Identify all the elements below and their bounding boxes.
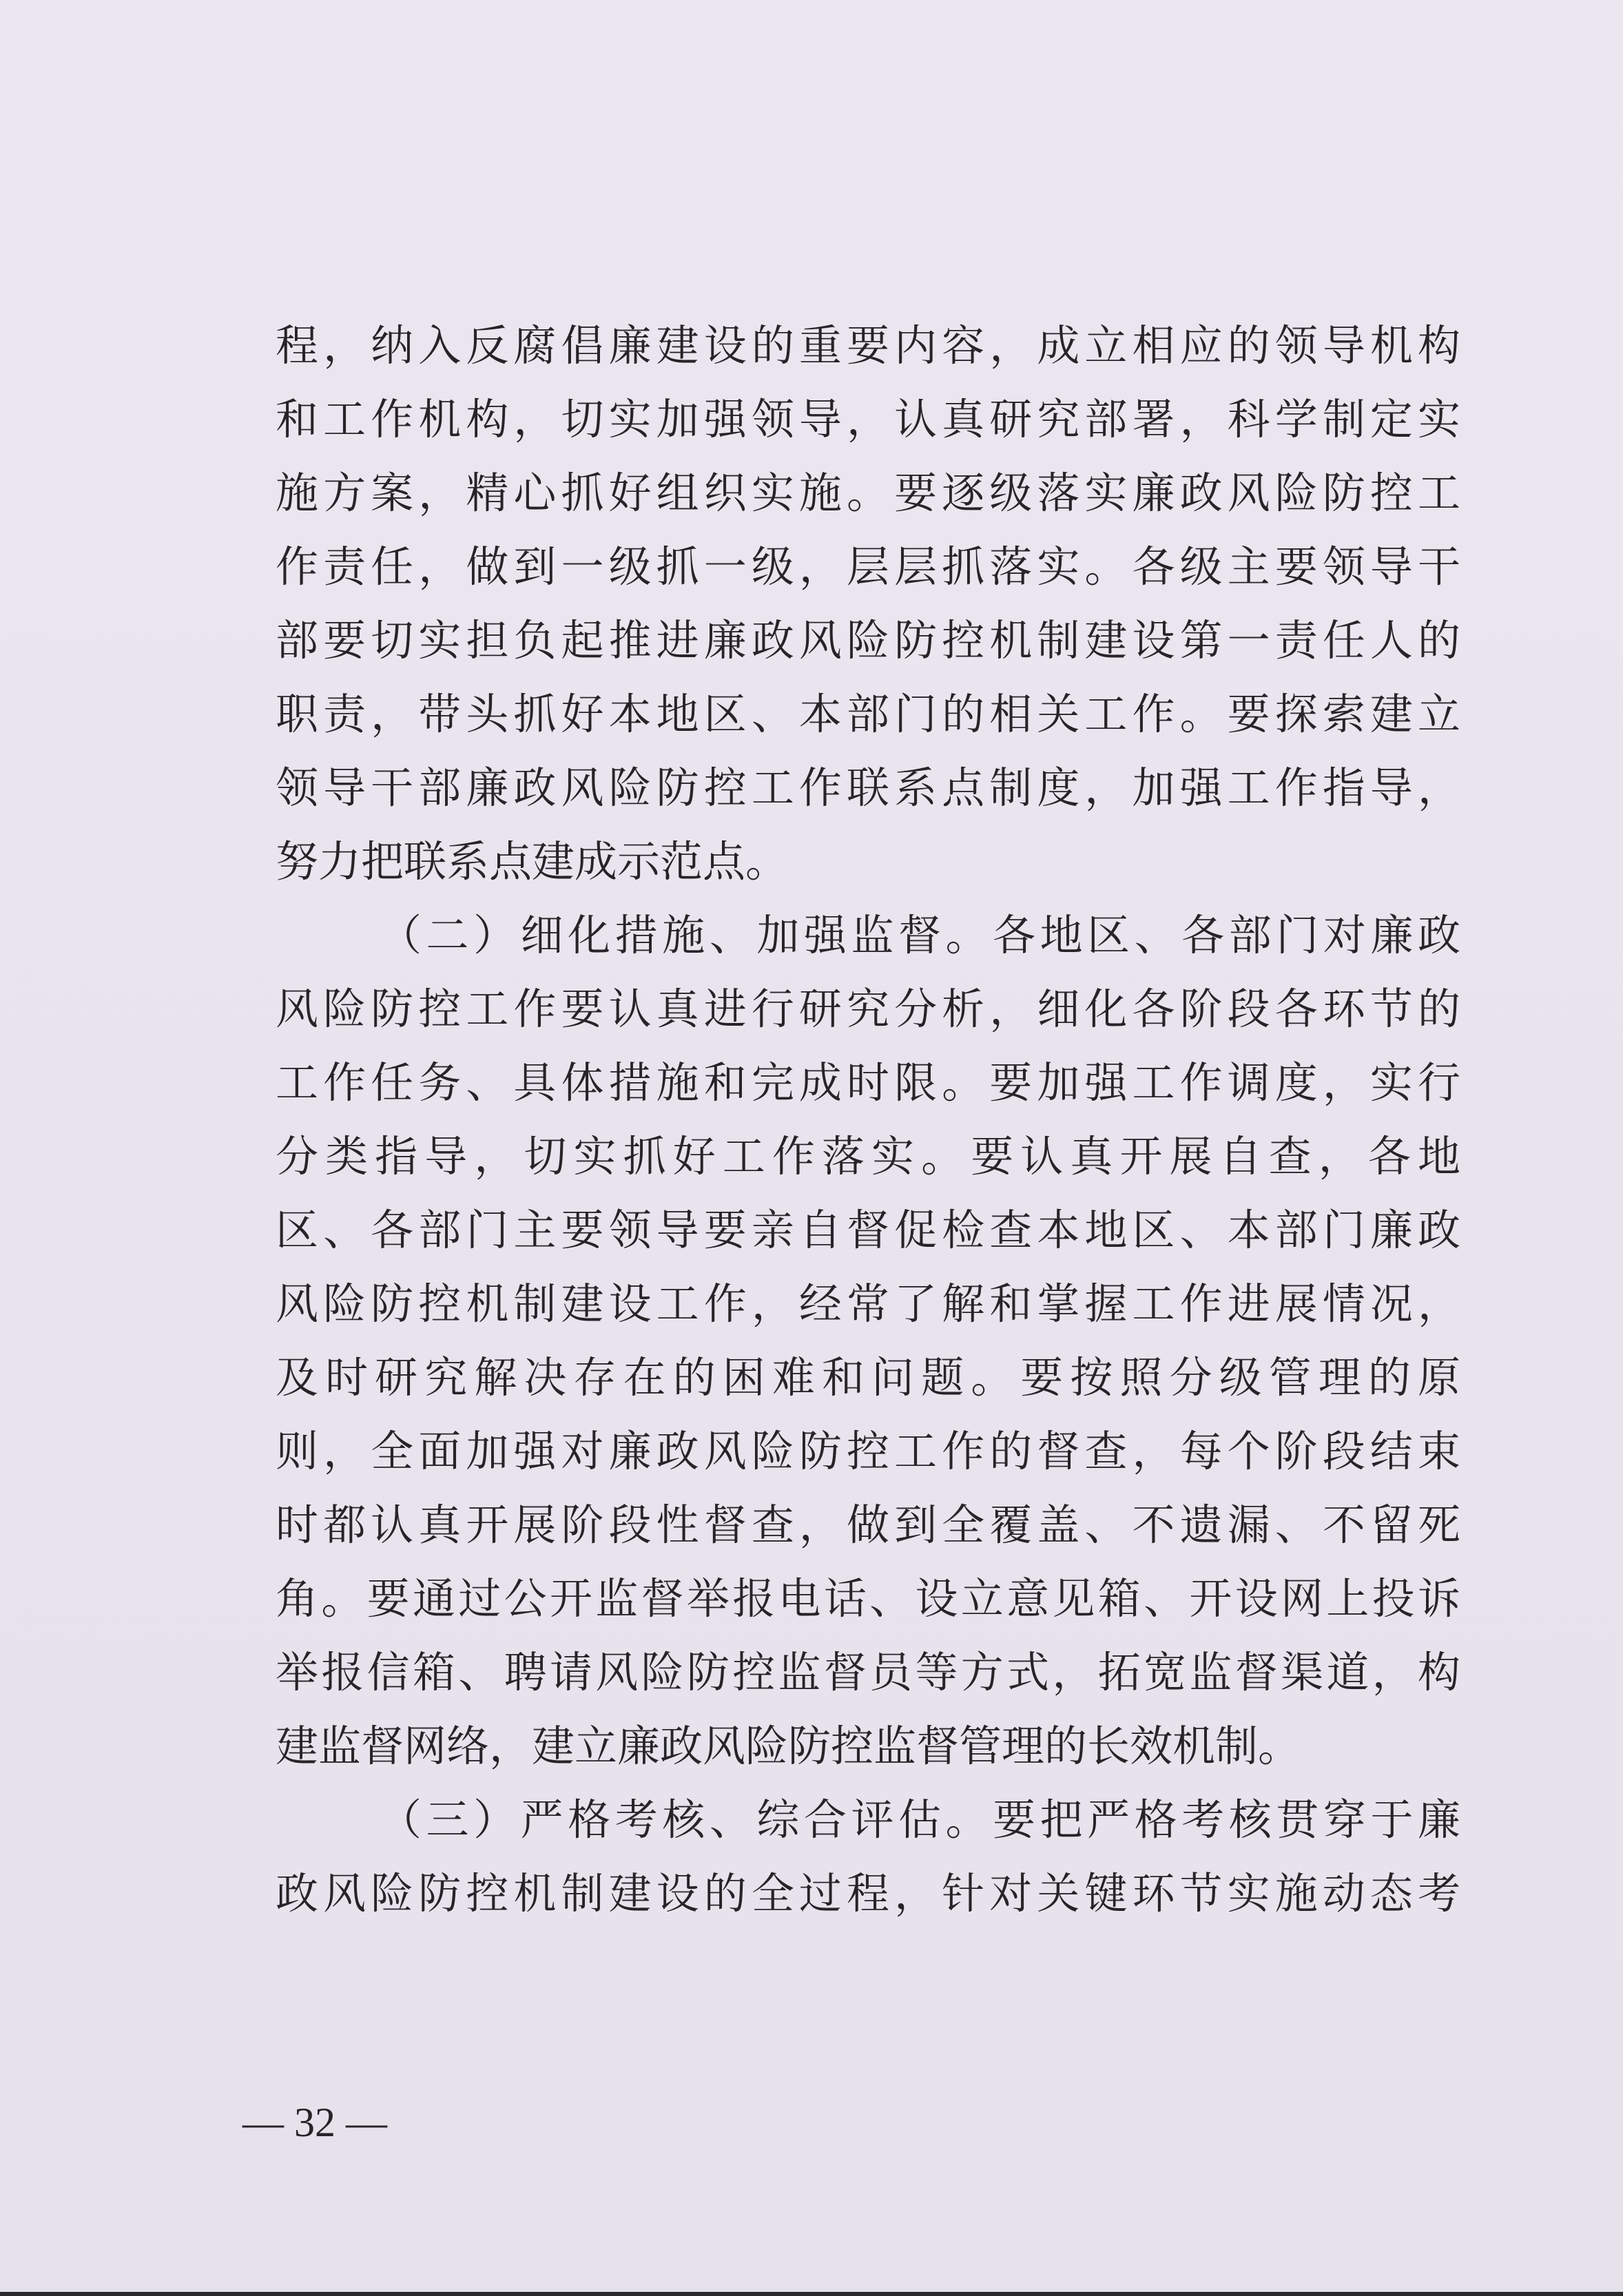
body-text <box>276 309 1460 1930</box>
section-heading-line: （三）严格考核、综合评估。要把严格考核贯穿于廉 <box>379 1795 1460 1845</box>
text-line: 风险防控机制建设工作，经常了解和掌握工作进展情况， <box>276 1279 1460 1329</box>
text-line: 建监督网络，建立廉政风险防控监督管理的长效机制。 <box>276 1721 1301 1771</box>
text-line: 风险防控工作要认真进行研究分析，细化各阶段各环节的 <box>276 984 1460 1034</box>
text-line: 部要切实担负起推进廉政风险防控机制建设第一责任人的 <box>276 615 1460 665</box>
text-line: 领导干部廉政风险防控工作联系点制度，加强工作指导， <box>276 763 1460 813</box>
section-heading-line: （二）细化措施、加强监督。各地区、各部门对廉政 <box>379 910 1460 960</box>
text-line: 和工作机构，切实加强领导，认真研究部署，科学制定实 <box>276 394 1460 444</box>
text-line: 努力把联系点建成示范点。 <box>276 836 789 887</box>
text-line: 举报信箱、聘请风险防控监督员等方式，拓宽监督渠道，构 <box>276 1647 1460 1697</box>
page-number: — 32 — <box>242 2100 387 2145</box>
scan-bottom-edge <box>0 2292 1623 2296</box>
text-line: 工作任务、具体措施和完成时限。要加强工作调度，实行 <box>276 1057 1460 1108</box>
text-line: 角。要通过公开监督举报电话、设立意见箱、开设网上投诉 <box>276 1573 1460 1624</box>
text-line: 时都认真开展阶段性督查，做到全覆盖、不遗漏、不留死 <box>276 1500 1460 1550</box>
text-line: 程，纳入反腐倡廉建设的重要内容，成立相应的领导机构 <box>276 320 1460 371</box>
text-line: 施方案，精心抓好组织实施。要逐级落实廉政风险防控工 <box>276 468 1460 518</box>
text-line: 作责任，做到一级抓一级，层层抓落实。各级主要领导干 <box>276 541 1460 592</box>
text-line: 政风险防控机制建设的全过程，针对关键环节实施动态考 <box>276 1868 1460 1918</box>
text-line: 及时研究解决存在的困难和问题。要按照分级管理的原 <box>276 1352 1460 1403</box>
text-line: 区、各部门主要领导要亲自督促检查本地区、本部门廉政 <box>276 1205 1460 1255</box>
text-line: 职责，带头抓好本地区、本部门的相关工作。要探索建立 <box>276 689 1460 739</box>
text-line: 则，全面加强对廉政风险防控工作的督查，每个阶段结束 <box>276 1426 1460 1476</box>
text-line: 分类指导，切实抓好工作落实。要认真开展自查，各地 <box>276 1131 1460 1181</box>
